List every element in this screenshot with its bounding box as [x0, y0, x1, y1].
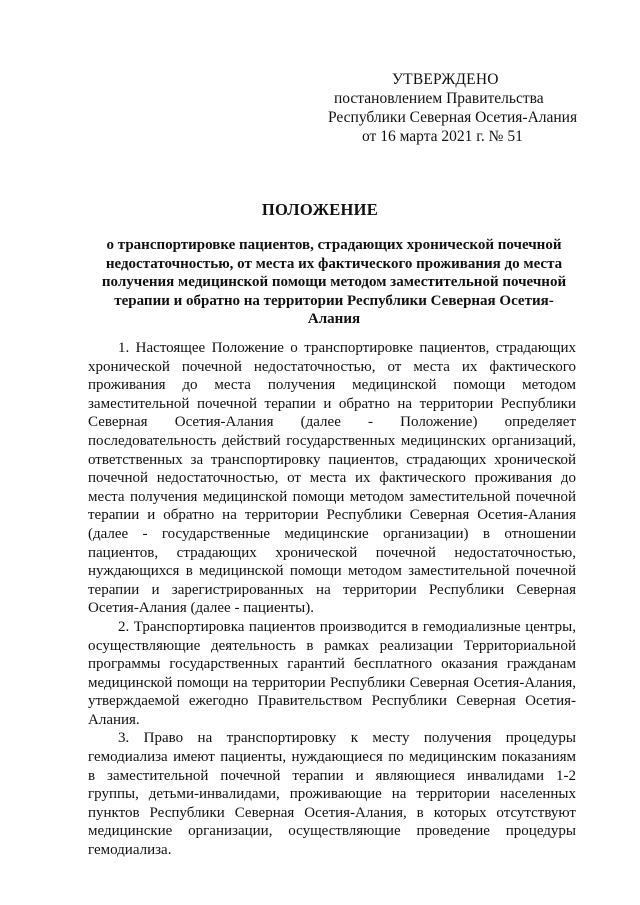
approval-heading: УТВЕРЖДЕНО	[392, 71, 499, 88]
paragraph-1-line: проживания до места получения медицинской помощи методом	[88, 377, 576, 394]
paragraph-3-line: 3. Право на транспортировку к месту получения процедуры	[118, 730, 576, 747]
paragraph-1-line: Осетия-Алания (далее - пациенты).	[88, 600, 315, 617]
paragraph-1-line: места получения медицинской помощи методом заместительной почечной	[88, 488, 576, 505]
paragraph-1-line: Северная Осетия-Алания (далее - Положение) определяет	[88, 414, 576, 431]
paragraph-2-line: осуществляющие деятельность в рамках реализации Территориальной	[88, 637, 576, 654]
approval-stamp	[328, 70, 588, 146]
subtitle-line: терапии и обратно на территории Республики Северная Осетия-	[114, 292, 554, 309]
subtitle-line: недостаточностью, от места их фактического проживания до места	[105, 255, 563, 272]
paragraph-1-line: ответственных за транспортировку пациентов, страдающих хронической	[88, 451, 576, 468]
paragraph-1-line: последовательность действий государственных медицинских организаций,	[88, 432, 576, 449]
document-body	[88, 339, 576, 860]
subtitle-line: Алания	[307, 311, 361, 328]
approval-date-number: от 16 марта 2021 г. № 51	[362, 128, 523, 145]
paragraph-3-line: гемодиализа имеют пациенты, нуждающиеся по медицинским показаниям	[88, 749, 576, 766]
paragraph-1-line: терапии и зарегистрированных на территории Республики Северная	[88, 581, 576, 598]
paragraph-2-line: утверждаемой ежегодно Правительством Республики Северная Осетия-	[88, 693, 576, 710]
paragraph-1-line: почечной недостаточностью, от места их фактического проживания до	[88, 470, 576, 487]
paragraph-2-line: Алания.	[88, 711, 140, 728]
approval-region: Республики Северная Осетия-Алания	[328, 109, 578, 126]
subtitle-line: о транспортировке пациентов, страдающих хронической почечной	[106, 237, 562, 253]
paragraph-3-line: пунктов Республики Северная Осетия-Алания, в которых отсутствуют	[88, 804, 576, 821]
paragraph-3-line: группы, детьми-инвалидами, проживающие на территории населенных	[88, 786, 576, 803]
paragraph-1-line: (далее - государственные медицинские организации) в отношении	[88, 525, 576, 542]
paragraph-1-line: 1. Настоящее Положение о транспортировке пациентов, страдающих	[118, 340, 576, 356]
paragraph-1-line: нуждающихся в медицинской помощи методом заместительной почечной	[88, 563, 576, 580]
paragraph-2-line: медицинской помощи на территории Республики Северная Осетия-Алания,	[88, 674, 576, 691]
paragraph-1-line: заместительной почечной терапии и обратно на территории Республики	[88, 395, 576, 412]
paragraph-1-line: пациентов, страдающих хронической почечной недостаточностью,	[88, 544, 576, 561]
approval-authority: постановлением Правительства	[334, 90, 544, 107]
paragraph-2-line: 2. Транспортировка пациентов производится в гемодиализные центры,	[118, 618, 576, 635]
document-title: ПОЛОЖЕНИЕ	[261, 200, 379, 219]
paragraph-1-line: терапии и обратно на территории Республики Северная Осетия-Алания	[88, 507, 576, 524]
subtitle-line: получения медицинской помощи методом заместительной почечной	[101, 274, 567, 291]
paragraph-3-line: в заместительной почечной терапии и являющиеся инвалидами 1-2	[88, 767, 576, 784]
paragraph-3-line: гемодиализа.	[88, 842, 172, 859]
document-subtitle	[90, 236, 578, 329]
paragraph-3-line: медицинские организации, осуществляющие проведение процедуры	[88, 823, 576, 840]
paragraph-1-line: хронической почечной недостаточностью, от места их фактического	[88, 358, 576, 375]
paragraph-2-line: программы государственных гарантий бесплатного оказания гражданам	[88, 656, 576, 673]
